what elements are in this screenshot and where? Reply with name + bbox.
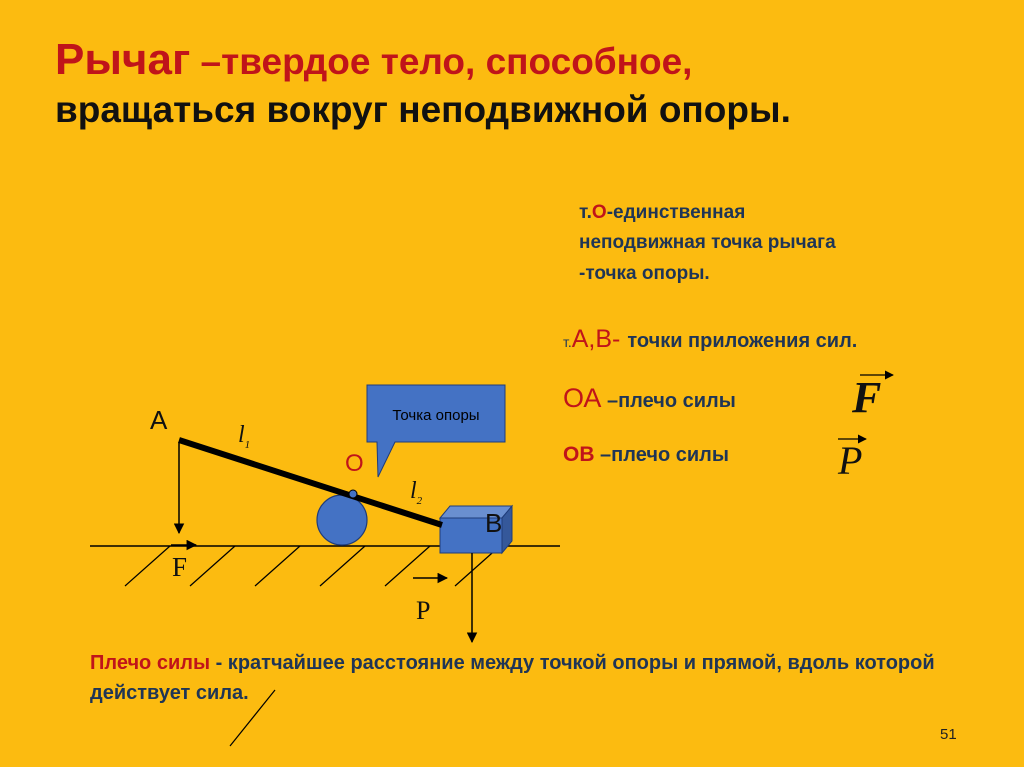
force-points-text: точки приложения сил. xyxy=(627,330,858,352)
force-points-letters: А,В- xyxy=(571,325,628,353)
fulcrum-point xyxy=(349,490,357,498)
fixed-point-line2: неподвижная точка рычага xyxy=(579,232,836,254)
title-line2: вращаться вокруг неподвижной опоры. xyxy=(55,89,791,130)
fixed-point-prefix: т. xyxy=(579,202,592,223)
footer-definition xyxy=(90,648,970,708)
footer-term: Плечо силы xyxy=(90,652,211,674)
fixed-point-label: О xyxy=(591,202,607,223)
arm-l2-label: $l_2$ xyxy=(410,478,423,507)
force-p-label: P xyxy=(416,596,431,625)
arm-l1-label: $l_1$ xyxy=(238,422,251,451)
arm-ob-code: ОВ xyxy=(563,443,595,466)
point-b-label: В xyxy=(485,508,503,538)
title-term: Рычаг xyxy=(55,35,191,84)
page-number: 51 xyxy=(940,726,957,743)
vector-p-symbol: P xyxy=(838,438,863,483)
arm-oa-text: –плечо силы xyxy=(601,390,736,412)
force-points-prefix: т. xyxy=(563,334,572,350)
arm-ob-text: –плечо силы xyxy=(594,444,729,466)
force-f-label: F xyxy=(172,552,188,582)
point-a-label: А xyxy=(150,405,168,435)
lever-beam xyxy=(179,440,442,525)
fulcrum-callout xyxy=(367,385,505,477)
arm-oa-code: ОА xyxy=(563,383,602,413)
point-o-label: О xyxy=(345,450,364,477)
callout-label: Точка опоры xyxy=(392,407,480,424)
fulcrum-roller xyxy=(317,495,367,545)
title-definition: –твердое тело, способное, xyxy=(190,41,693,82)
fixed-point-line1: -единственная xyxy=(606,202,746,223)
vector-f-symbol: F xyxy=(852,373,882,422)
fixed-point-line3: -точка опоры. xyxy=(579,262,710,284)
footer-text: - кратчайшее расстояние между точкой опоры и прямой, вдоль которой действует сила. xyxy=(90,652,935,704)
